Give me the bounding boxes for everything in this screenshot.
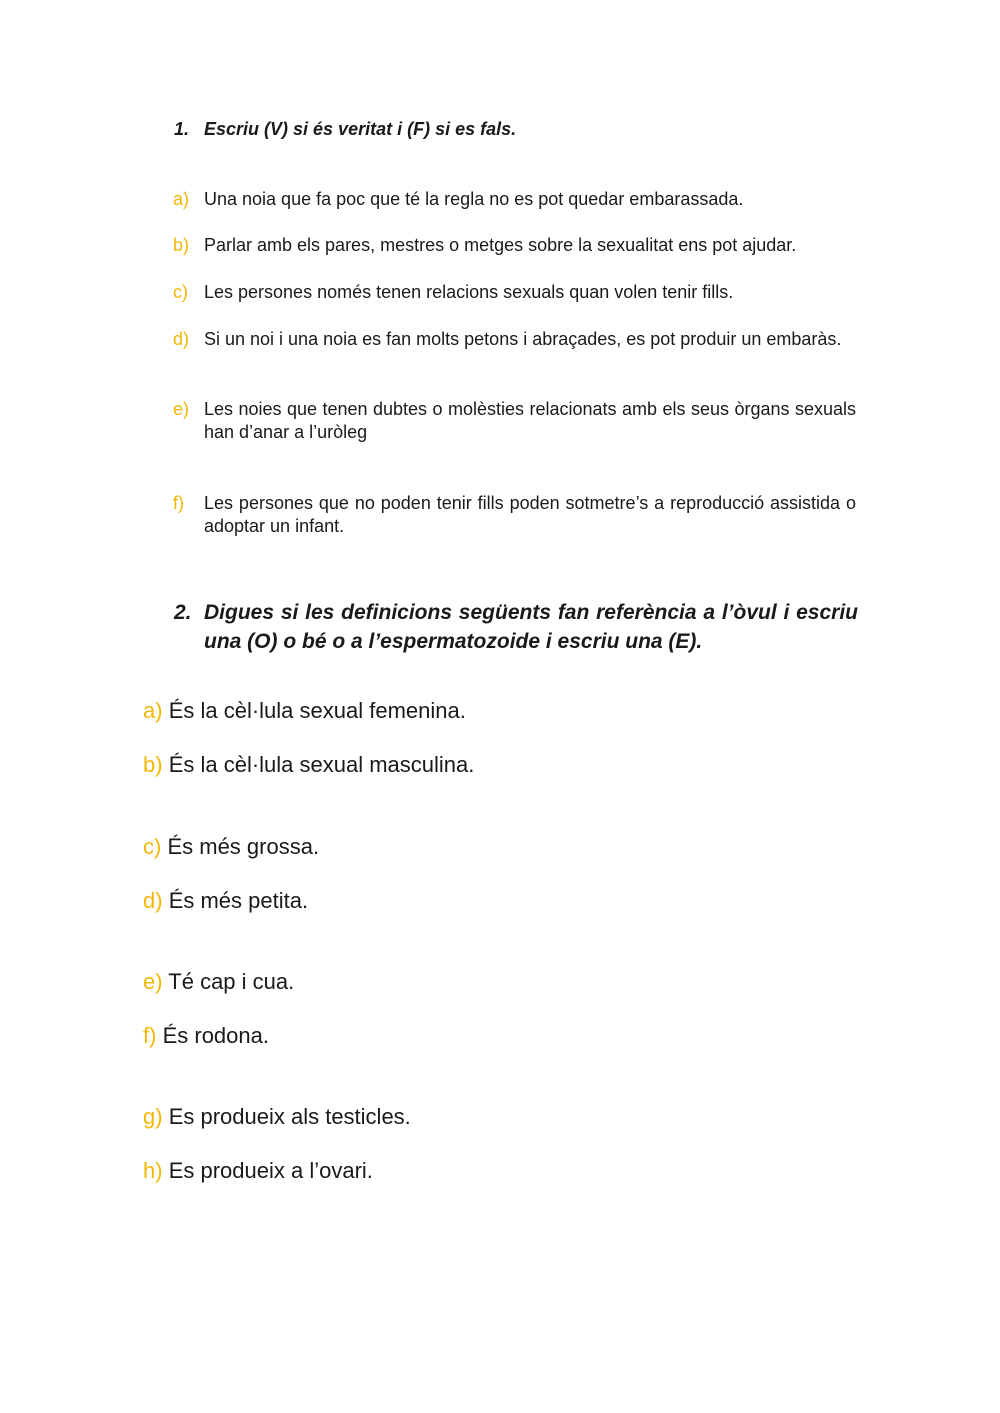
item-text: És la cèl·lula sexual femenina. bbox=[168, 698, 466, 723]
item-text: Una noia que fa poc que té la regla no es pot quedar embarassada. bbox=[204, 189, 744, 209]
item-letter: b) bbox=[143, 752, 163, 777]
item-letter: g) bbox=[143, 1104, 163, 1129]
exercise-2-item-b bbox=[143, 751, 474, 779]
exercise-1-item-a bbox=[173, 188, 856, 211]
exercise-2-item-e bbox=[143, 968, 294, 996]
item-text: Si un noi i una noia es fan molts petons i abraçades, es pot produir un embaràs. bbox=[204, 329, 842, 349]
exercise-1-title bbox=[174, 119, 516, 140]
exercise-1-item-c bbox=[173, 281, 856, 304]
item-text: És més grossa. bbox=[167, 834, 320, 859]
exercise-1-title-text: Escriu (V) si és veritat i (F) si es fals. bbox=[204, 119, 517, 139]
exercise-2-item-f bbox=[143, 1022, 269, 1050]
item-letter: a) bbox=[173, 189, 190, 209]
exercise-2-number: 2. bbox=[174, 601, 192, 624]
exercise-2-item-g bbox=[143, 1103, 411, 1131]
item-letter: c) bbox=[173, 282, 188, 302]
item-text: Les persones que no poden tenir fills poden sotmetre’s a reproducció assistida o adoptar un infant. bbox=[204, 493, 856, 536]
item-letter: h) bbox=[143, 1158, 163, 1183]
item-text: Es produeix a l’ovari. bbox=[168, 1158, 373, 1183]
item-letter: b) bbox=[173, 235, 190, 255]
exercise-2-title bbox=[174, 598, 858, 656]
exercise-2-title-text: Digues si les definicions següents fan referència a l’òvul i escriu una (O) o bé o a l’espermatozoide i escriu una (E). bbox=[204, 601, 858, 653]
item-letter: c) bbox=[143, 834, 162, 859]
item-text: És rodona. bbox=[162, 1023, 269, 1048]
exercise-1-item-d bbox=[173, 328, 856, 351]
item-text: Es produeix als testicles. bbox=[168, 1104, 411, 1129]
item-letter: a) bbox=[143, 698, 163, 723]
item-letter: d) bbox=[143, 888, 163, 913]
exercise-1-number: 1. bbox=[174, 119, 190, 139]
exercise-2-item-h bbox=[143, 1157, 373, 1185]
item-text: És més petita. bbox=[168, 888, 309, 913]
item-letter: d) bbox=[173, 329, 190, 349]
item-text: És la cèl·lula sexual masculina. bbox=[168, 752, 475, 777]
item-text: Les persones només tenen relacions sexuals quan volen tenir fills. bbox=[204, 282, 734, 302]
exercise-2-item-c bbox=[143, 833, 319, 861]
exercise-1-item-f bbox=[173, 492, 856, 538]
item-text: Les noies que tenen dubtes o molèsties relacionats amb els seus òrgans sexuals han d’anar a l’uròleg bbox=[204, 399, 856, 442]
exercise-1-item-e bbox=[173, 398, 856, 444]
exercise-2-item-d bbox=[143, 887, 308, 915]
item-letter: e) bbox=[173, 399, 190, 419]
exercise-2-item-a bbox=[143, 697, 466, 725]
item-letter: f) bbox=[173, 493, 184, 513]
item-text: Parlar amb els pares, mestres o metges sobre la sexualitat ens pot ajudar. bbox=[204, 235, 797, 255]
item-text: Té cap i cua. bbox=[168, 969, 295, 994]
item-letter: e) bbox=[143, 969, 163, 994]
exercise-1-item-b bbox=[173, 234, 856, 257]
item-letter: f) bbox=[143, 1023, 157, 1048]
